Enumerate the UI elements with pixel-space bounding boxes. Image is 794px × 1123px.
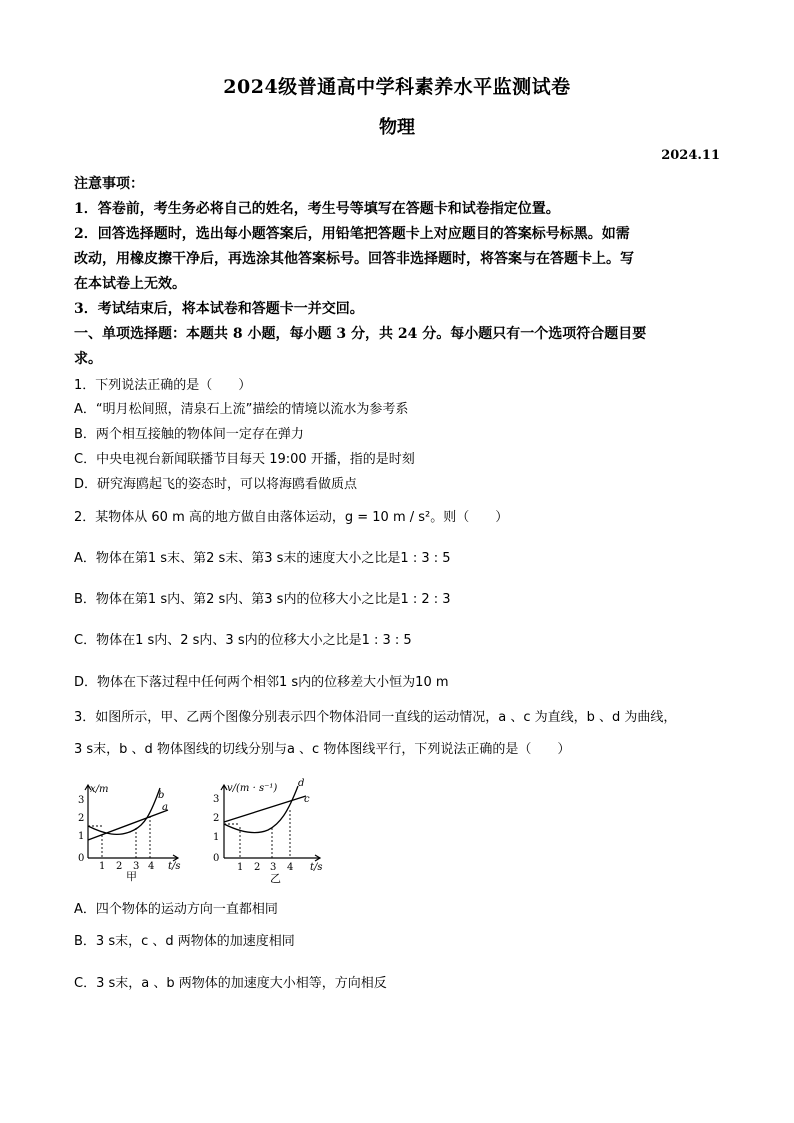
yi-xtick-1: 1 <box>237 862 244 873</box>
q1-option-c: C．中央电视台新闻联播节目每天 19:00 开播，指的是时刻 <box>74 452 415 467</box>
section-heading-a: 一、单项选择题：本题共 8 小题，每小题 3 分，共 24 分。每小题只有一个选项符合题目要 <box>74 326 647 342</box>
jia-ytick-0: 0 <box>78 853 85 864</box>
q1-stem: 1．下列说法正确的是（ ） <box>74 378 252 393</box>
q1-option-b: B．两个相互接触的物体间一定存在弹力 <box>74 427 304 442</box>
jia-ytick-1: 1 <box>78 831 85 842</box>
jia-caption: 甲 <box>126 870 137 883</box>
section-heading-b: 求。 <box>74 351 102 367</box>
jia-xtick-4: 4 <box>148 861 155 872</box>
yi-caption: 乙 <box>270 872 281 885</box>
yi-label-d: d <box>298 778 305 789</box>
q1-option-d: D．研究海鸥起飞的姿态时，可以将海鸥看做质点 <box>74 477 358 492</box>
notice-line-1: 1．答卷前，考生务必将自己的姓名，考生号等填写在答题卡和试卷指定位置。 <box>74 201 560 217</box>
jia-ytick-2: 2 <box>78 813 85 824</box>
yi-xlabel: t/s <box>310 862 323 873</box>
yi-ytick-0: 0 <box>213 853 220 864</box>
jia-label-a: a <box>162 802 168 813</box>
q3-option-b: B．3 s末，c 、d 两物体的加速度相同 <box>74 934 295 949</box>
q2-option-b: B．物体在第1 s内、第2 s内、第3 s内的位移大小之比是1 : 2 : 3 <box>74 592 451 607</box>
yi-ylabel: v/(m · s⁻¹) <box>227 783 278 794</box>
jia-ytick-3: 3 <box>78 795 85 806</box>
q2-option-a: A．物体在第1 s末、第2 s末、第3 s末的速度大小之比是1 : 3 : 5 <box>74 551 451 566</box>
yi-xtick-4: 4 <box>287 862 294 873</box>
q3-stem-b: 3 s末，b 、d 物体图线的切线分别与a 、c 物体图线平行，下列说法正确的是（ ） <box>74 742 571 757</box>
notice-line-3: 3．考试结束后，将本试卷和答题卡一并交回。 <box>74 301 364 317</box>
yi-xtick-2: 2 <box>254 862 261 873</box>
notice-line-2c: 在本试卷上无效。 <box>74 276 186 292</box>
jia-xtick-3: 3 <box>133 861 140 872</box>
figure-yi <box>208 774 336 886</box>
exam-title: 2024级普通高中学科素养水平监测试卷 <box>223 76 571 98</box>
q2-option-c: C．物体在1 s内、2 s内、3 s内的位移大小之比是1 : 3 : 5 <box>74 633 412 648</box>
notice-line-2a: 2．回答选择题时，选出每小题答案后，用铅笔把答题卡上对应题目的答案标号标黑。如需 <box>74 226 630 242</box>
jia-label-b: b <box>158 790 165 801</box>
yi-xtick-3: 3 <box>270 862 277 873</box>
notice-heading: 注意事项： <box>74 176 144 192</box>
jia-xtick-1: 1 <box>99 861 106 872</box>
exam-date: 2024.11 <box>661 148 720 163</box>
jia-ylabel: x/m <box>90 784 109 795</box>
yi-ytick-2: 2 <box>213 813 220 824</box>
jia-xlabel: t/s <box>168 861 181 872</box>
q1-option-a: A．“明月松间照，清泉石上流”描绘的情境以流水为参考系 <box>74 402 409 417</box>
q3-stem-a: 3．如图所示，甲、乙两个图像分别表示四个物体沿同一直线的运动情况，a 、c 为直线，b 、d 为曲线， <box>74 710 677 725</box>
yi-ytick-1: 1 <box>213 832 220 843</box>
yi-ytick-3: 3 <box>213 794 220 805</box>
yi-label-c: c <box>304 794 310 805</box>
q2-option-d: D．物体在下落过程中任何两个相邻1 s内的位移差大小恒为10 m <box>74 675 449 690</box>
figure-jia <box>74 776 190 884</box>
q3-option-c: C．3 s末，a 、b 两物体的加速度大小相等，方向相反 <box>74 976 387 991</box>
q2-stem: 2．某物体从 60 m 高的地方做自由落体运动，g = 10 m / s²。则（ ） <box>74 510 509 525</box>
jia-xtick-2: 2 <box>116 861 123 872</box>
q3-option-a: A．四个物体的运动方向一直都相同 <box>74 902 278 917</box>
subject-title: 物理 <box>379 117 415 138</box>
notice-line-2b: 改动，用橡皮擦干净后，再选涂其他答案标号。回答非选择题时，将答案与在答题卡上。写 <box>74 251 634 267</box>
